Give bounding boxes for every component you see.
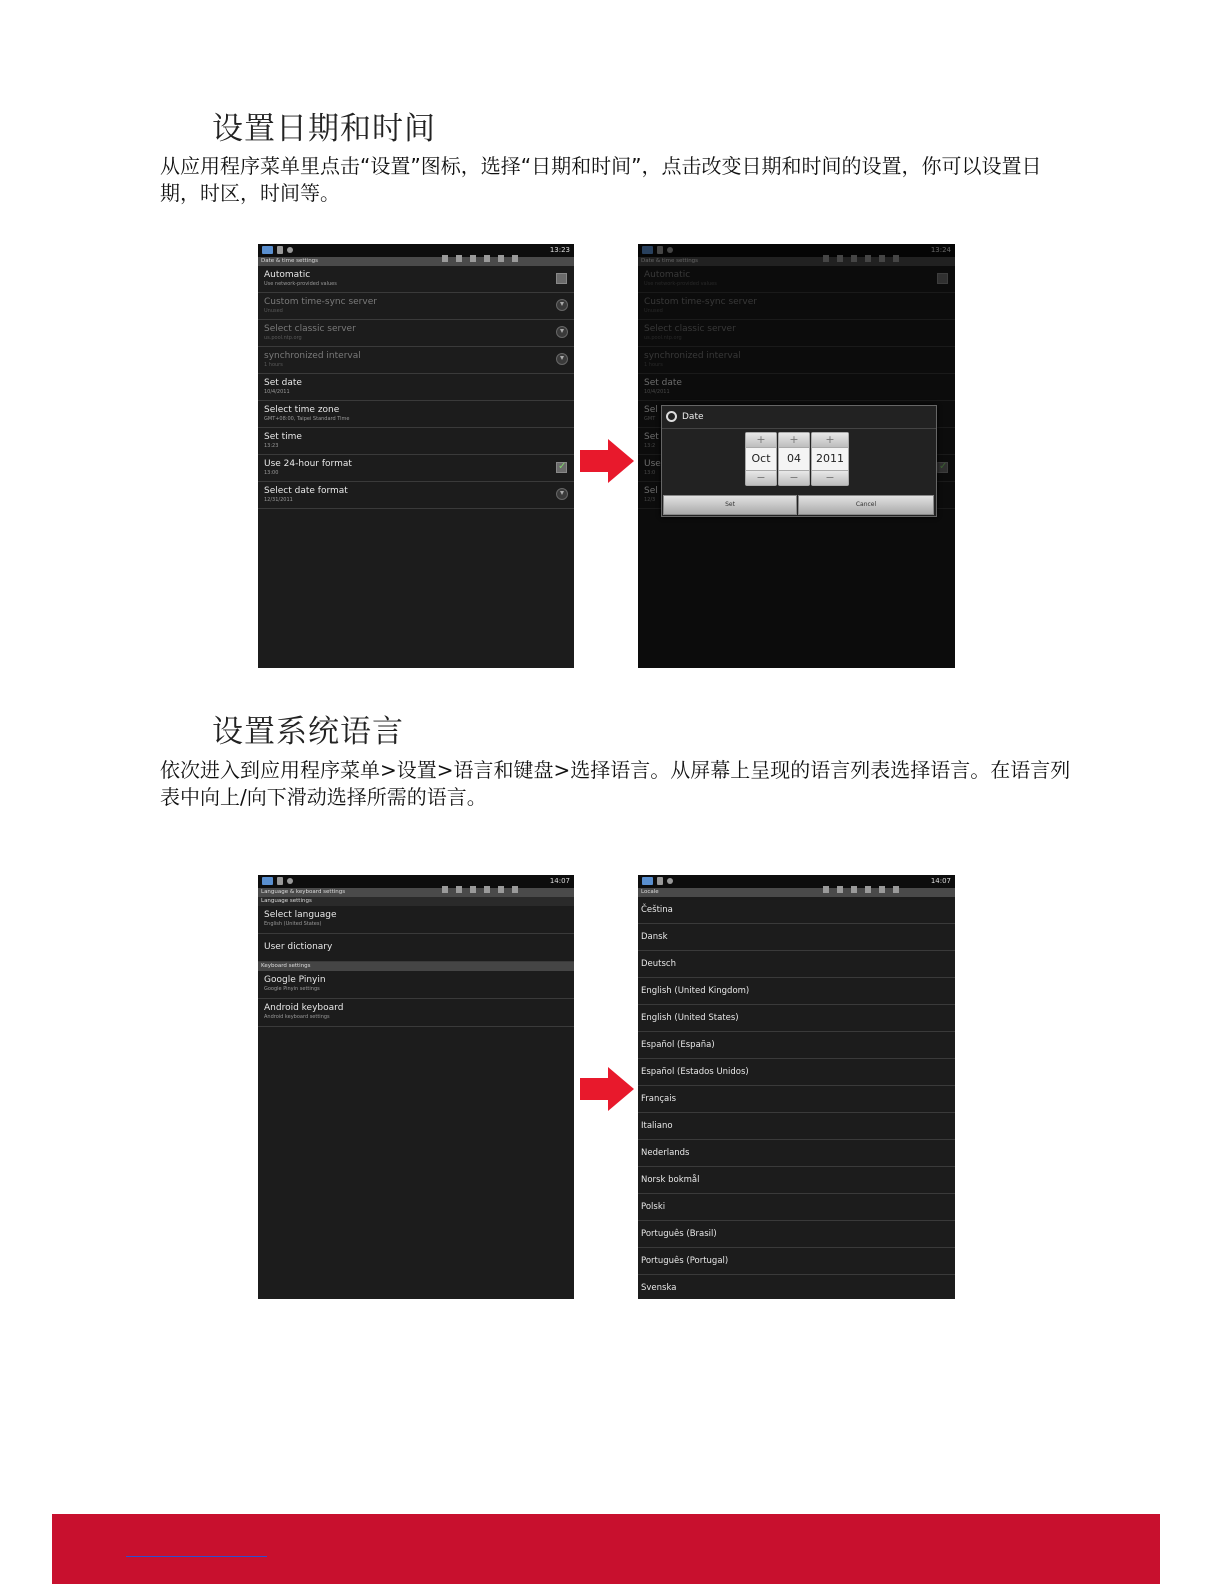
chevron-down-icon <box>556 353 568 365</box>
title-bar: Date & time settings <box>258 257 574 266</box>
status-bar <box>258 244 574 257</box>
month-picker[interactable] <box>745 432 777 486</box>
minus-icon[interactable]: − <box>746 471 776 485</box>
status-time: 13:23 <box>549 246 570 254</box>
section-text-date-time: 从应用程序菜单里点击“设置”图标，选择“日期和时间”，点击改变日期和时间的设置，你可以设置日期，时区，时间等。 <box>160 154 1042 205</box>
setting-automatic[interactable]: Automatic Use network-provided values <box>258 266 574 293</box>
setting-set-date[interactable]: Set date 10/4/2011 <box>258 374 574 401</box>
locale-item[interactable]: Français <box>638 1086 955 1113</box>
cancel-button[interactable]: Cancel <box>798 495 934 515</box>
chevron-down-icon <box>556 299 568 311</box>
minus-icon[interactable]: − <box>812 471 848 485</box>
locale-item[interactable]: Deutsch <box>638 951 955 978</box>
section-heading-language: 设置系统语言 <box>212 714 404 750</box>
day-value[interactable]: 04 <box>779 447 809 471</box>
date-dialog <box>661 405 937 517</box>
chevron-down-icon <box>556 488 568 500</box>
setting-user-dictionary[interactable]: User dictionary <box>258 934 574 962</box>
setting-google-pinyin[interactable]: Google Pinyin Google Pinyin settings <box>258 971 574 999</box>
screenshot-locale-list <box>638 875 955 1299</box>
clock-icon <box>666 411 677 422</box>
locale-item[interactable]: Čeština <box>638 897 955 924</box>
setting-android-keyboard[interactable]: Android keyboard Android keyboard settings <box>258 999 574 1027</box>
locale-item[interactable]: Nederlands <box>638 1140 955 1167</box>
plus-icon[interactable]: + <box>812 433 848 447</box>
set-button[interactable]: Set <box>663 495 797 515</box>
right-arrow-icon <box>580 439 634 483</box>
setting-time-zone[interactable]: Select time zone GMT+08:00, Taipei Standard Time <box>258 401 574 428</box>
status-bar <box>258 875 574 888</box>
status-bar <box>638 875 955 888</box>
locale-item[interactable]: Norsk bokmål <box>638 1167 955 1194</box>
locale-item[interactable]: English (United Kingdom) <box>638 978 955 1005</box>
plus-icon[interactable]: + <box>746 433 776 447</box>
footer-link-underline[interactable] <box>126 1556 267 1557</box>
month-value[interactable]: Oct <box>746 447 776 471</box>
locale-item[interactable]: Español (Estados Unidos) <box>638 1059 955 1086</box>
chevron-down-icon <box>556 326 568 338</box>
screenshot-language-settings <box>258 875 574 1299</box>
locale-item[interactable]: Português (Brasil) <box>638 1221 955 1248</box>
setting-custom-server[interactable]: Custom time-sync server Unused <box>258 293 574 320</box>
day-picker[interactable] <box>778 432 810 486</box>
locale-item[interactable]: Español (España) <box>638 1032 955 1059</box>
title-bar: Language & keyboard settings <box>258 888 574 897</box>
locale-item[interactable]: Português (Portugal) <box>638 1248 955 1275</box>
locale-item[interactable]: Italiano <box>638 1113 955 1140</box>
year-value[interactable]: 2011 <box>812 447 848 471</box>
year-picker[interactable] <box>811 432 849 486</box>
setting-select-language[interactable]: Select language English (United States) <box>258 906 574 934</box>
setting-date-format[interactable]: Select date format 12/31/2011 <box>258 482 574 509</box>
screenshot-date-dialog <box>638 244 955 668</box>
status-time: 14:07 <box>930 877 951 885</box>
title-bar: Locale <box>638 888 955 897</box>
section-header-language: Language settings <box>258 897 574 906</box>
setting-set-time[interactable]: Set time 13:23 <box>258 428 574 455</box>
section-text-language: 依次进入到应用程序菜单>设置>语言和键盘>选择语言。从屏幕上呈现的语言列表选择语言。在语言列表中向上/向下滑动选择所需的语言。 <box>160 758 1071 809</box>
minus-icon[interactable]: − <box>779 471 809 485</box>
setting-sync-interval[interactable]: synchronized interval 1 hours <box>258 347 574 374</box>
checkbox-icon[interactable] <box>556 273 567 284</box>
locale-item[interactable]: Dansk <box>638 924 955 951</box>
checkbox-checked-icon[interactable] <box>556 462 567 473</box>
status-time: 14:07 <box>549 877 570 885</box>
locale-item[interactable]: Polski <box>638 1194 955 1221</box>
locale-item[interactable]: English (United States) <box>638 1005 955 1032</box>
dialog-title: Date <box>682 412 704 422</box>
footer-bar <box>52 1514 1160 1584</box>
section-header-keyboard: Keyboard settings <box>258 962 574 971</box>
locale-item[interactable]: Svenska <box>638 1275 955 1299</box>
section-heading-date-time: 设置日期和时间 <box>212 111 436 147</box>
screenshot-date-settings <box>258 244 574 668</box>
setting-classic-server[interactable]: Select classic server us.pool.ntp.org <box>258 320 574 347</box>
plus-icon[interactable]: + <box>779 433 809 447</box>
setting-24-hour[interactable]: Use 24-hour format 13:00 ✓ <box>258 455 574 482</box>
right-arrow-icon <box>580 1067 634 1111</box>
